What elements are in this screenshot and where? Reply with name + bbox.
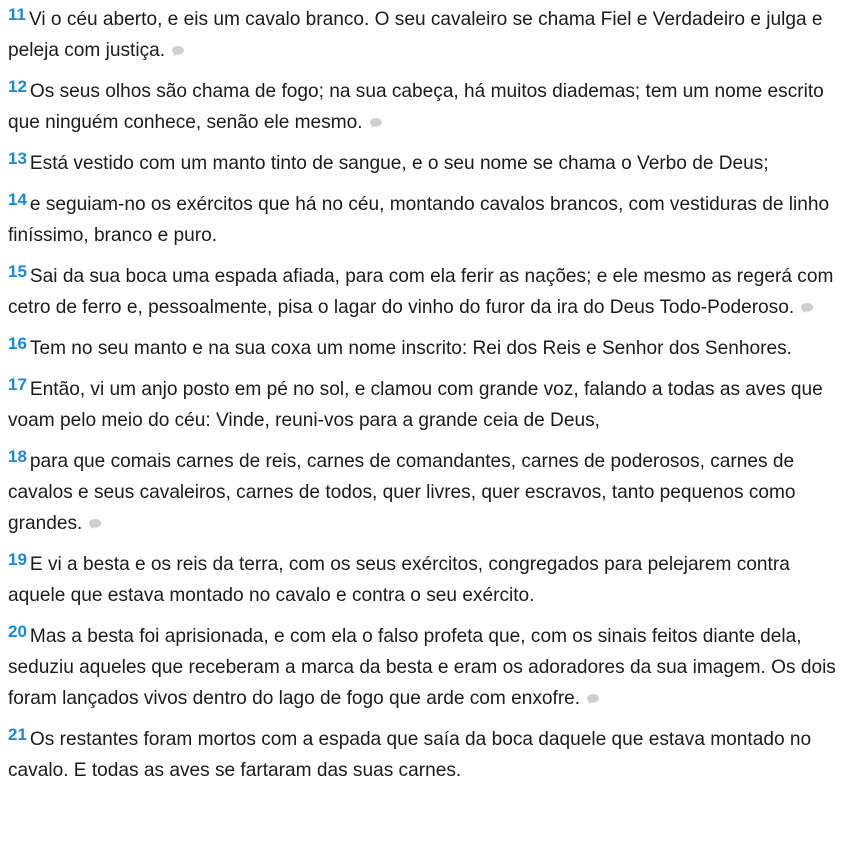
verse-number[interactable]: 11 [8,5,26,24]
verse [8,621,848,714]
verse-text: Tem no seu manto e na sua coxa um nome inscrito: Rei dos Reis e Senhor dos Senhores. [29,338,792,359]
verse-number[interactable]: 18 [8,447,27,466]
verse [8,549,848,611]
verse-text: Vi o céu aberto, e eis um cavalo branco. O seu cavaleiro se chama Fiel e Verdadeiro e julga e peleja com justiça. [8,9,823,61]
verse [8,189,848,251]
verse [8,76,848,138]
verse [8,333,848,364]
verse [8,446,848,539]
speech-bubble-icon[interactable] [171,45,185,57]
verse-number[interactable]: 13 [8,149,27,168]
verse [8,4,848,66]
speech-bubble-icon[interactable] [369,117,383,129]
verse-number[interactable]: 17 [8,375,27,394]
verse [8,724,848,786]
verse-number[interactable]: 15 [8,262,27,281]
verse-text: para que comais carnes de reis, carnes de comandantes, carnes de poderosos, carnes de cavalos e seus cavaleiros, carnes de todos, quer livres, quer escravos, tanto pequenos como grandes. [8,451,796,534]
speech-bubble-icon[interactable] [88,518,102,530]
verse-text: Os seus olhos são chama de fogo; na sua cabeça, há muitos diademas; tem um nome escrito que ninguém conhece, senão ele mesmo. [8,81,824,133]
verse [8,261,848,323]
verse-text: Sai da sua boca uma espada afiada, para com ela ferir as nações; e ele mesmo as regerá com cetro de ferro e, pessoalmente, pisa o lagar do vinho do furor da ira do Deus Todo-Poderoso. [8,266,834,318]
verse-number[interactable]: 14 [8,190,27,209]
verse-text: Os restantes foram mortos com a espada que saía da boca daquele que estava montado no cavalo. E todas as aves se fartaram das suas carnes. [8,729,812,781]
verse-text: E vi a besta e os reis da terra, com os seus exércitos, congregados para pelejarem contra aquele que estava montado no cavalo e contra o seu exército. [8,554,790,606]
verse-text: e seguiam-no os exércitos que há no céu, montando cavalos brancos, com vestiduras de linho finíssimo, branco e puro. [8,194,830,246]
verse-number[interactable]: 21 [8,725,27,744]
verse [8,374,848,436]
verse-text: Está vestido com um manto tinto de sangue, e o seu nome se chama o Verbo de Deus; [29,153,769,174]
verse-number[interactable]: 19 [8,550,27,569]
verse-text: Mas a besta foi aprisionada, e com ela o falso profeta que, com os sinais feitos diante dela, seduziu aqueles que receberam a marca da besta e eram os adoradores da sua imagem. Os dois foram lançados vivos dentro do lago de fogo que arde com enxofre. [8,626,836,709]
verse-text: Então, vi um anjo posto em pé no sol, e clamou com grande voz, falando a todas as aves que voam pelo meio do céu: Vinde, reuni-vos para a grande ceia de Deus, [8,379,823,431]
verse-number[interactable]: 16 [8,334,27,353]
verse [8,148,848,179]
speech-bubble-icon[interactable] [586,693,600,705]
verse-number[interactable]: 12 [8,77,27,96]
speech-bubble-icon[interactable] [800,302,814,314]
verse-number[interactable]: 20 [8,622,27,641]
